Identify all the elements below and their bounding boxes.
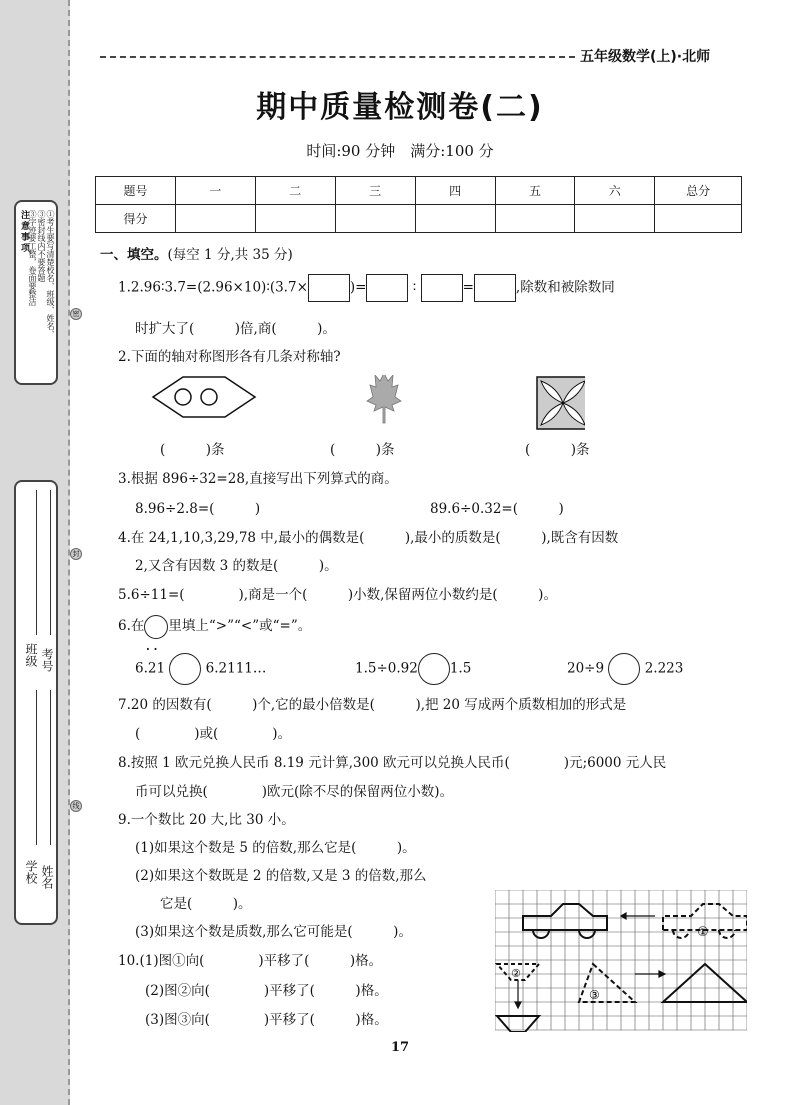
q10-part1: 10.(1)图①向( )平移了( )格。 bbox=[118, 953, 383, 969]
section-heading: 一、填空。(每空 1 分,共 35 分) bbox=[100, 247, 293, 263]
table-row: 题号 一 二 三 四 五 六 总分 bbox=[96, 177, 742, 205]
question-3: 3.根据 896÷32=28,直接写出下列算式的商。 bbox=[118, 471, 398, 487]
question-5: 5.6÷11=( ),商是一个( )小数,保留两位小数约是( )。 bbox=[118, 587, 557, 603]
class-label: 班级 bbox=[24, 643, 38, 667]
maple-leaf-figure bbox=[367, 375, 401, 423]
question-6: 6.在 里填上“>”“<”或“=”。 bbox=[118, 614, 311, 639]
compare-circle[interactable] bbox=[418, 653, 450, 685]
q6-c: 20÷9 2.223 bbox=[567, 653, 683, 685]
question-7: 7.20 的因数有( )个,它的最小倍数是( ),把 20 写成两个质数相加的形式是 bbox=[118, 697, 627, 713]
q3-a: 8.96÷2.8=( ) bbox=[135, 501, 261, 517]
answer-box[interactable] bbox=[366, 274, 408, 302]
answer-box[interactable] bbox=[421, 274, 463, 302]
notice-lines: ①考生要写清楚校名、班级、姓名、 ③密封线内不要答题 ③字迹要工整，卷面要整洁 bbox=[28, 210, 55, 338]
question-2: 2.下面的轴对称图形各有几条对称轴? bbox=[118, 349, 341, 365]
answer-box[interactable] bbox=[474, 274, 516, 302]
q10-part3: (3)图③向( )平移了( )格。 bbox=[145, 1012, 388, 1028]
question-4: 4.在 24,1,10,3,29,78 中,最小的偶数是( ),最小的质数是( ),既含有因数 bbox=[118, 530, 619, 546]
q9-part2-line2: 它是( )。 bbox=[160, 896, 252, 912]
q2-blank-1[interactable]: ( )条 bbox=[160, 442, 225, 458]
exam-number-label: 考号 bbox=[40, 648, 54, 672]
question-1-line2: 时扩大了( )倍,商( )。 bbox=[135, 321, 336, 337]
marker-3: ③ bbox=[589, 988, 600, 1002]
seal-marker-mi: 密 bbox=[70, 308, 82, 320]
header-dashed-line bbox=[100, 56, 575, 58]
series-title: 五年级数学(上)·北师 bbox=[580, 49, 711, 65]
name-label: 姓名 bbox=[40, 865, 54, 889]
page-title: 期中质量检测卷(二) bbox=[256, 90, 544, 125]
q2-blank-2[interactable]: ( )条 bbox=[330, 442, 395, 458]
school-label: 学校 bbox=[24, 860, 38, 884]
question-8: 8.按照 1 欧元兑换人民币 8.19 元计算,300 欧元可以兑换人民币( )元;6000 元人民 bbox=[118, 755, 667, 771]
page-number: 17 bbox=[390, 1040, 410, 1055]
rhombus-figure bbox=[153, 377, 255, 417]
question-4-line2: 2,又含有因数 3 的数是( )。 bbox=[135, 558, 338, 574]
q2-blank-3[interactable]: ( )条 bbox=[525, 442, 590, 458]
q10-part2: (2)图②向( )平移了( )格。 bbox=[145, 983, 388, 999]
q9-part3: (3)如果这个数是质数,那么它可能是( )。 bbox=[135, 924, 412, 940]
question-9: 9.一个数比 20 大,比 30 小。 bbox=[118, 812, 295, 828]
score-table bbox=[95, 176, 742, 233]
question-8-line2: 币可以兑换( )欧元(除不尽的保留两位小数)。 bbox=[135, 784, 454, 800]
seal-marker-feng: 封 bbox=[70, 548, 82, 560]
q6-a: 6.21 6.2111… bbox=[135, 653, 266, 685]
compare-circle bbox=[144, 615, 168, 639]
exam-info: 时间:90 分钟 满分:100 分 bbox=[306, 142, 494, 160]
arrow-3 bbox=[635, 971, 665, 977]
q3-b: 89.6÷0.32=( ) bbox=[430, 501, 564, 517]
question-7-line2: ( )或( )。 bbox=[135, 726, 292, 742]
q9-part1: (1)如果这个数是 5 的倍数,那么它是( )。 bbox=[135, 840, 416, 856]
compare-circle[interactable] bbox=[169, 653, 201, 685]
arrow-2 bbox=[515, 980, 521, 1008]
trapezoid-solid bbox=[497, 1016, 539, 1032]
seal-marker-xian: 线 bbox=[70, 800, 82, 812]
table-row: 得分 bbox=[96, 205, 742, 233]
translation-grid bbox=[495, 890, 747, 1032]
repeating-decimal-dots: · · bbox=[146, 643, 158, 656]
answer-box[interactable] bbox=[308, 274, 350, 302]
notice-title: 注意事项 bbox=[19, 210, 29, 254]
marker-2: ② bbox=[511, 967, 521, 980]
symmetry-figures bbox=[145, 375, 585, 435]
pinwheel-square-figure bbox=[537, 377, 585, 429]
q9-part2: (2)如果这个数既是 2 的倍数,又是 3 的倍数,那么 bbox=[135, 868, 427, 884]
marker-1: ① bbox=[697, 925, 709, 940]
compare-circle[interactable] bbox=[608, 653, 640, 685]
q6-b: 1.5÷0.92 1.5 bbox=[355, 653, 471, 685]
question-1: 1.2.96∶3.7=(2.96×10)∶(3.7× )= ∶ = ,除数和被除数同 bbox=[118, 274, 615, 302]
